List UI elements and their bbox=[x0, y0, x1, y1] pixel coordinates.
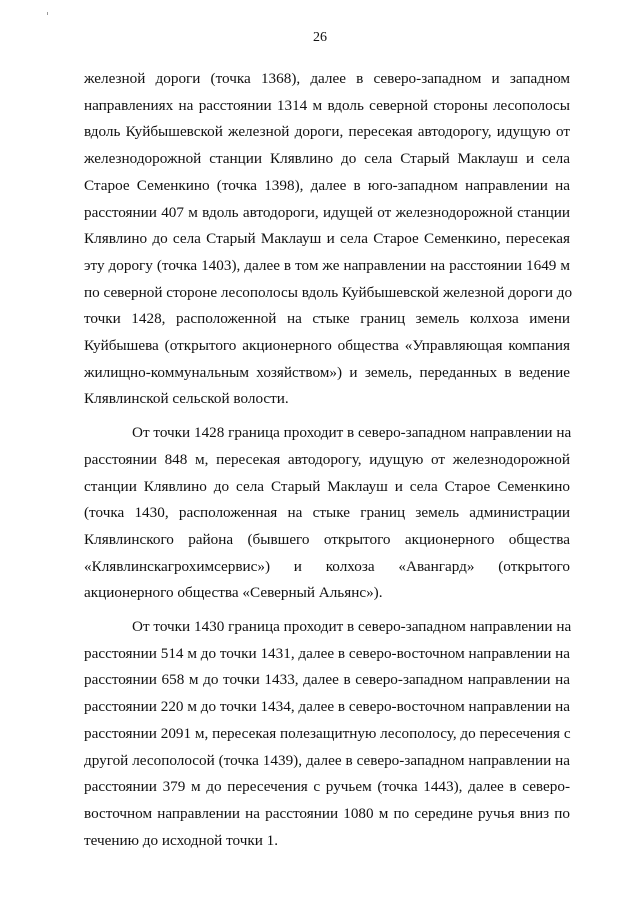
document-body bbox=[84, 66, 573, 854]
text-line: Клявлино до села Старый Маклауш и села Старое Семенкино, пересекая bbox=[84, 230, 570, 248]
text-line: течению до исходной точки 1. bbox=[84, 831, 279, 849]
text-line: От точки 1428 граница проходит в северо-западном направлении на bbox=[132, 424, 572, 442]
scan-margin-mark bbox=[47, 12, 48, 15]
text-line: по северной стороне лесополосы вдоль Куйбышевской железной дороги до bbox=[84, 283, 573, 301]
paragraph-3 bbox=[84, 614, 570, 854]
text-line: Клявлинского района (бывшего открытого акционерного общества bbox=[84, 530, 570, 548]
text-line: (точка 1430, расположенная на стыке границ земель администрации bbox=[84, 504, 570, 522]
text-line: расстоянии 2091 м, пересекая полезащитную лесополосу, до пересечения с bbox=[84, 724, 571, 742]
text-line: Куйбышева (открытого акционерного общества «Управляющая компания bbox=[84, 337, 570, 355]
text-line: Клявлинской сельской волости. bbox=[84, 390, 289, 408]
text-line: расстоянии 379 м до пересечения с ручьем (точка 1443), далее в северо- bbox=[84, 778, 570, 796]
text-line: другой лесополосой (точка 1439), далее в северо-западном направлении на bbox=[84, 751, 570, 769]
text-line: жилищно-коммунальным хозяйством») и земель, переданных в ведение bbox=[84, 363, 570, 381]
text-line: расстоянии 407 м вдоль автодороги, идущей от железнодорожной станции bbox=[84, 203, 570, 221]
text-line: эту дорогу (точка 1403), далее в том же направлении на расстоянии 1649 м bbox=[84, 256, 570, 274]
text-line: вдоль Куйбышевской железной дороги, пересекая автодорогу, идущую от bbox=[84, 123, 570, 141]
paragraph-2 bbox=[84, 420, 570, 607]
text-line: расстоянии 658 м до точки 1433, далее в северо-западном направлении на bbox=[84, 671, 570, 689]
text-line: станции Клявлино до села Старый Маклауш и села Старое Семенкино bbox=[84, 477, 570, 495]
paragraph-1 bbox=[84, 66, 573, 413]
text-line: «Клявлинскагрохимсервис») и колхоза «Авангард» (открытого bbox=[84, 557, 570, 575]
text-line: восточном направлении на расстоянии 1080 м по середине ручья вниз по bbox=[84, 804, 570, 822]
text-line: От точки 1430 граница проходит в северо-западном направлении на bbox=[132, 618, 572, 636]
text-line: Старое Семенкино (точка 1398), далее в юго-западном направлении на bbox=[84, 176, 570, 194]
text-line: расстоянии 514 м до точки 1431, далее в северо-восточном направлении на bbox=[84, 644, 570, 662]
text-line: железной дороги (точка 1368), далее в северо-западном и западном bbox=[84, 70, 570, 87]
text-line: направлениях на расстоянии 1314 м вдоль северной стороны лесополосы bbox=[84, 96, 570, 114]
text-line: точки 1428, расположенной на стыке границ земель колхоза имени bbox=[84, 310, 570, 328]
text-line: расстоянии 220 м до точки 1434, далее в северо-восточном направлении на bbox=[84, 698, 570, 716]
text-line: акционерного общества «Северный Альянс»). bbox=[84, 584, 383, 602]
text-line: железнодорожной станции Клявлино до села Старый Маклауш и села bbox=[84, 150, 570, 168]
page-number: 26 bbox=[313, 30, 327, 45]
text-line: расстоянии 848 м, пересекая автодорогу, идущую от железнодорожной bbox=[84, 450, 570, 468]
